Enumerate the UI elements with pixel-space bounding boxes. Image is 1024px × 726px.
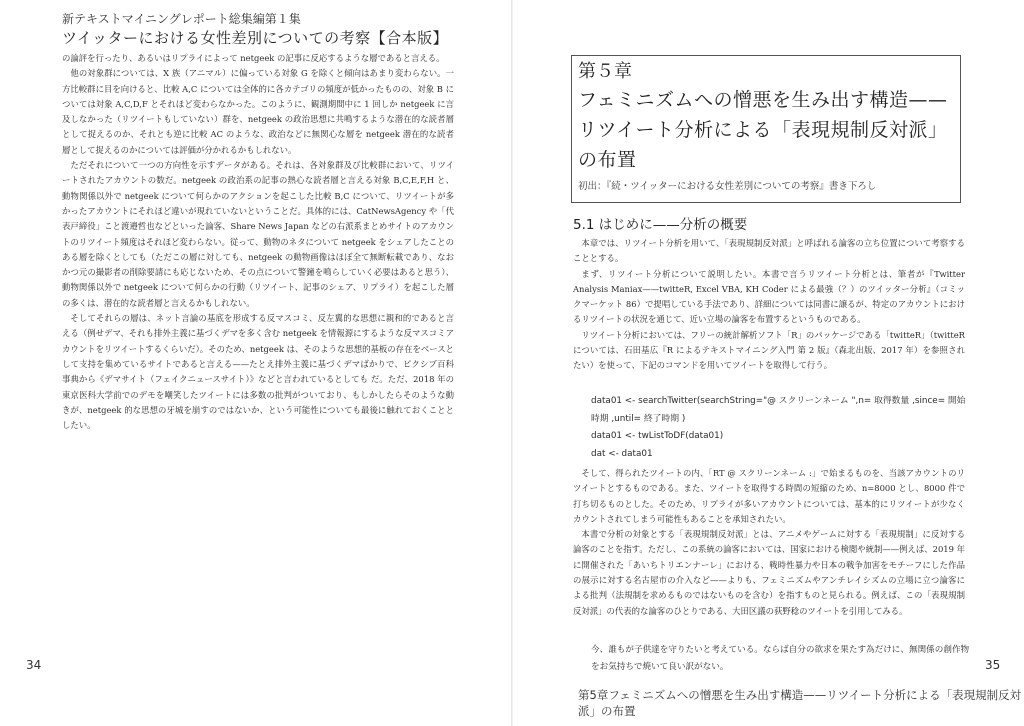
right-body-text-2: [573, 466, 965, 619]
chapter-number: 第５章: [578, 61, 632, 82]
running-footer: 第5章フェミニズムへの憎悪を生み出す構造——リツイート分析による「表現規制反対派」の布置: [578, 688, 1022, 718]
paragraph: リツイート分析においては、フリーの統計解析ソフト「R」のパッケージである「twitteR」（twitteR については、石田基広『R によるテキストマイニング入門 第 2 版』（森北出版、2017 年）を参照されたい）を使って、下記のコマンドを用いてツイートを取得して行う。: [573, 329, 965, 371]
page-number-right: 35: [985, 658, 1001, 672]
page-number-left: 34: [26, 658, 42, 672]
running-header-title: ツイッターにおける女性差別についての考察【合本版】: [62, 29, 449, 47]
running-header-series: 新テキストマイニングレポート総集編第１集: [62, 12, 301, 26]
paragraph: 他の対象群については、X 族（アニマル）に偏っている対象 G を除くと傾向はあまり変わらない。一方比較群に目を向けると、比較 A,C については全体的に各カテゴリの頻度が低かったものの、対象 B については対象 A,C,D,F とそれほど変わらなかった。このように、観測期間中に 1 回しか netgeek に言及しなかった（リツイートもしていない）群を、netgeek の政治思想に共鳴するような潜在的な読者層として捉えるのか、それとも逆に比較 AC のような、政治などに無関心な層を netgeek 潜在的な読者層として捉えるのかについては評価が分かれるかもしれない。: [62, 68, 454, 155]
r-code-block: [591, 393, 971, 463]
code-line: data01 <- searchTwitter(searchString="@ スクリーンネーム ",n= 取得数量 ,since= 開始時期 ,until= 終了時期 ): [591, 396, 966, 424]
quoted-tweet: 今、誰もが子供達を守りたいと考えている。ならば自分の欲求を果たす為だけに、無関係の創作物をお気持ちで焼いて良い訳がない。: [591, 645, 970, 672]
code-line: dat <- data01: [591, 448, 653, 459]
code-line: data01 <- twListToDF(data01): [591, 431, 724, 441]
paragraph: ただそれについて一つの方向性を示すデータがある。それは、各対象群及び比較群において、リツイートされたアカウントの数だ。netgeek の政治系の記事の熱心な読者層と言える対象 B,C,E,F,H と、動物関係以外で netgeek について何らかのアクションを起こした比較 B,C について、リツイートが多かったアカウントにそれほど違いが現れていないということだ。具体的には、CatNewsAgency や「代表戸締役」こと渡邉哲也などといった論客、Share News Japan などの右派系まとめサイトのアカウントのリツイート頻度はそれほど変わらない。従って、動物のネタについて netgeek をシェアしたことのある層を除くとしても（ただこの層に対しても、netgeek の動物画像はほぼ全て無断転載であり、なおかつ元の撮影者の削除要請にも応じないため、その点について警鐘を鳴らしていく必要はあると思う）、動物関係以外で netgeek について何らかの行動（リツイート、記事のシェア、リプライ）を起こした層の多くは、潜在的な読者層と言えるかもしれない。: [62, 160, 454, 308]
paragraph: まず、リツイート分析について説明したい。本書で言うリツイート分析とは、筆者が『Twitter Analysis Maniax——twitteR, Excel VBA, KH Coder による最強（？）のツイッター分析』（コミックマーケット 86）で提唱している手法であり、詳細については同書に譲るが、特定のアカウントにおけるリツイートの状況を通じて、近い立場の論客を布置するというものである。: [573, 268, 965, 325]
book-gutter: [511, 0, 513, 726]
paragraph: の論評を行ったり、あるいはリプライによって netgeek の記事に反応するような層であると言える。: [62, 53, 445, 63]
paragraph: そして、得られたツイートの内、「RT @ スクリーンネーム :」で始まるものを、当該アカウントのリツイートとするものである。また、ツイートを取得する時間の短縮のため、n=8000 とし、8000 件で打ち切るものとした。そのため、リプライが多いアカウントについては、基本的にリツイートが少なくカウントされてしまう可能性もあることを承知されたい。: [573, 468, 965, 524]
left-body-text: [62, 51, 454, 433]
chapter-title-box: [571, 55, 961, 203]
right-body-text: [573, 236, 965, 374]
paragraph: 本章では、リツイート分析を用いて、「表現規制反対派」と呼ばれる論客の立ち位置について考察することとする。: [573, 238, 965, 264]
section-heading: 5.1 はじめに——分析の概要: [573, 217, 748, 233]
paragraph: 本書で分析の対象とする「表現規制反対派」とは、アニメやゲームに対する「表現規制」に反対する論客のことを指す。ただし、この系統の論客においては、国家における検閲や統制——例えば、2019 年に開催された「あいちトリエンナーレ」における、戦時性暴力や日本の戦争加害をモチーフにした作品の展示に対する名古屋市の介入など——よりも、フェミニズムやアンチレイシズムの立場に立つ論客による批判（法規制を求めるものではないものを含む）を指すものと見られる。例えば、この「表現規制反対派」の代表的な論客のひとりである、大田区議の荻野稔のツイートを引用してみる。: [573, 529, 965, 616]
paragraph: そしてそれらの層は、ネット言論の基底を形成する反マスコミ、反左翼的な思想に親和的であると言える（例せデマ、それも排外主義に基づくデマを多く含む netgeek を情報源にするような反マスコミアカウントをリツイートするくらいだ）。そのため、netgeek は、そのような思想的基板の存在をベースとして支持を集めているサイトであると言える——たとえ排外主義に基づくデマばかりで、ピクシブ百科事典から《デマサイト（フェイクニュースサイト）》などと言われているとしても だ。ただ、2018 年の東京医科大学前でのデモを嘲笑したツイートには多数の批判がついており、もしかしたらそのような動きが、netgeek 的な思想の牙城を崩すのではないか、という可能性についても最後に触れておくこととしたい。: [62, 313, 454, 431]
chapter-source-note: 初出：『続・ツイッターにおける女性差別についての考察』書き下ろし: [578, 181, 877, 192]
chapter-title: フェミニズムへの憎悪を生み出す構造——リツイート分析による「表現規制反対派」の布置: [578, 89, 948, 171]
